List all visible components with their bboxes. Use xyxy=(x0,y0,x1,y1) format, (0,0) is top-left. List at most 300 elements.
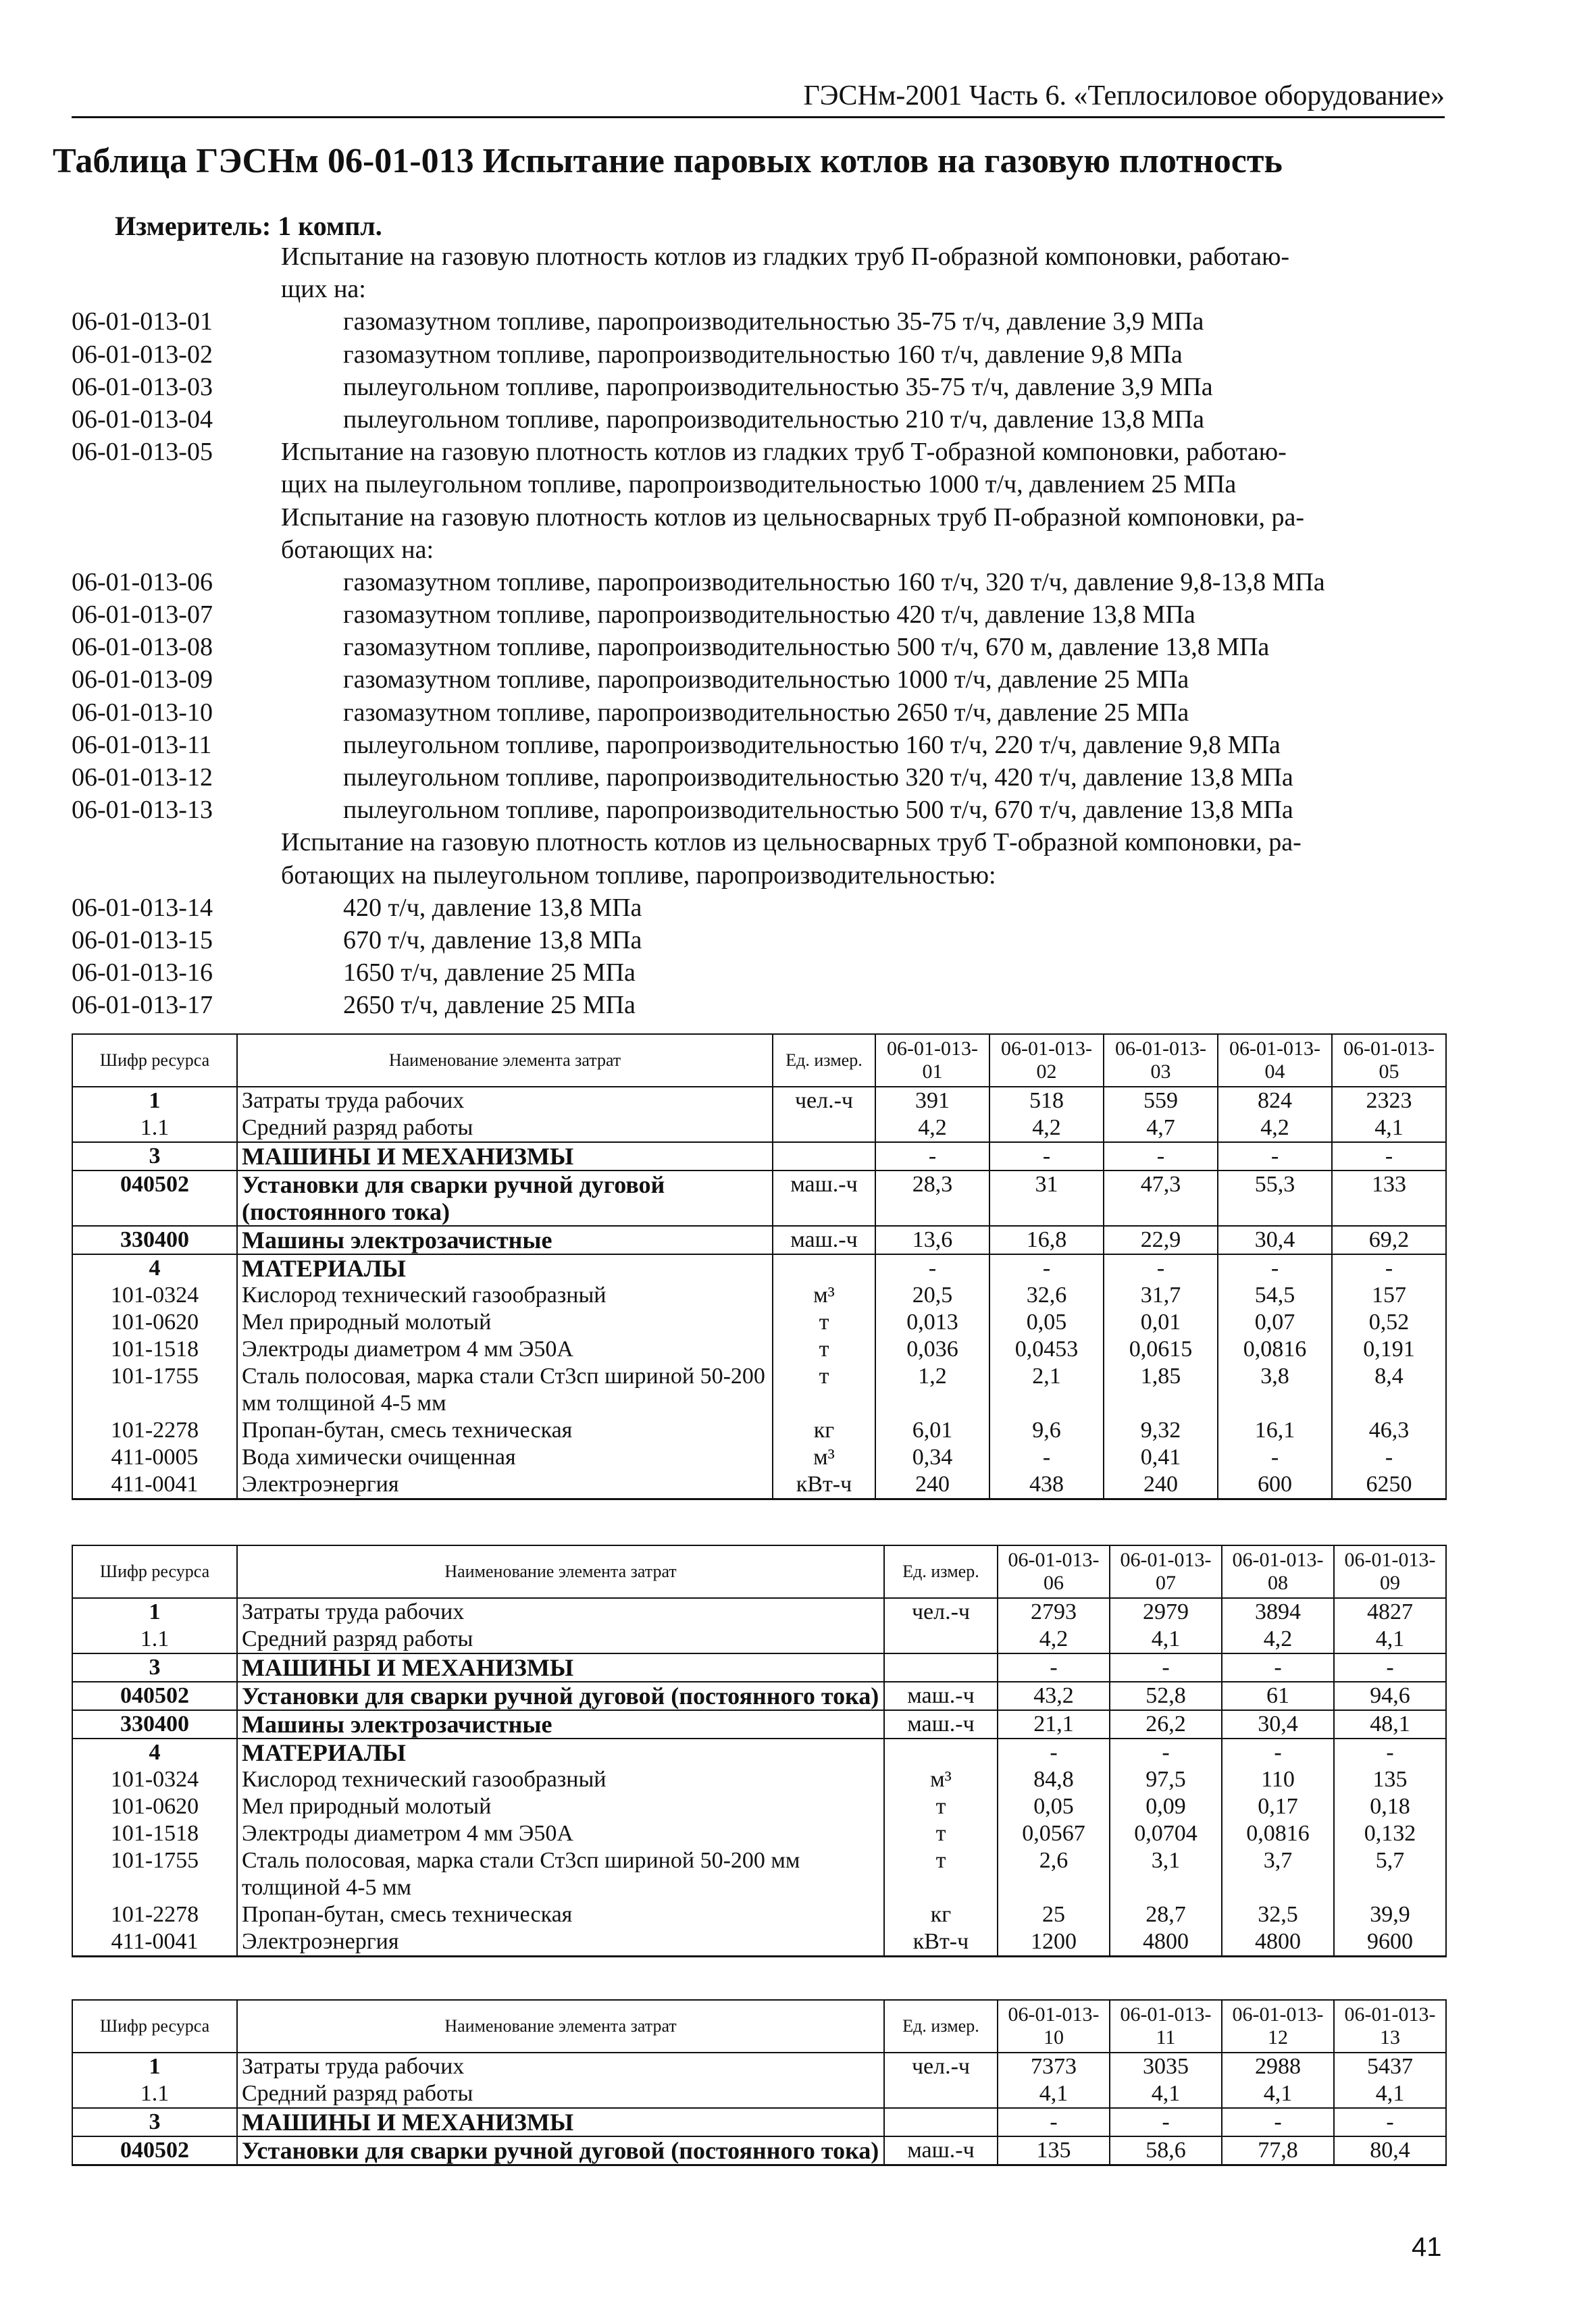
value-cell: 824 xyxy=(1218,1087,1332,1114)
value-cell: 4,7 xyxy=(1104,1114,1218,1142)
resource-code: 101-0324 xyxy=(72,1282,237,1309)
value-cell: 26,2 xyxy=(1110,1710,1222,1739)
value-cell: 4800 xyxy=(1110,1928,1222,1957)
value-cell: 16,8 xyxy=(989,1226,1104,1254)
value-cell: 4,2 xyxy=(989,1114,1104,1142)
resource-code: 4 xyxy=(72,1254,237,1282)
value-cell: 4,2 xyxy=(1222,1626,1334,1653)
unit-cell: кг xyxy=(773,1417,875,1444)
value-cell: 157 xyxy=(1332,1282,1446,1309)
cost-element-name: Средний разряд работы xyxy=(237,1626,884,1653)
value-cell: 25 xyxy=(998,1901,1110,1928)
value-cell: 0,0615 xyxy=(1104,1336,1218,1363)
value-cell: - xyxy=(989,1142,1104,1171)
resource-code: 040502 xyxy=(72,1682,237,1710)
resource-code: 3 xyxy=(72,1142,237,1171)
unit-cell xyxy=(773,1254,875,1282)
cost-element-name: МАШИНЫ И МЕХАНИЗМЫ xyxy=(237,1653,884,1682)
specification-list xyxy=(72,240,1443,1022)
unit-cell: кВт-ч xyxy=(884,1928,998,1957)
value-cell: 4,1 xyxy=(998,2080,1110,2108)
unit-cell: маш.-ч xyxy=(773,1171,875,1226)
value-cell: 0,01 xyxy=(1104,1309,1218,1336)
value-cell: 97,5 xyxy=(1110,1766,1222,1793)
value-cell: 20,5 xyxy=(875,1282,989,1309)
value-cell: - xyxy=(1110,1653,1222,1682)
spec-line xyxy=(72,729,1443,761)
resource-code: 330400 xyxy=(72,1710,237,1739)
column-header: 06-01-013-09 xyxy=(1334,1545,1446,1598)
spec-text: Испытание на газовую плотность котлов из гладких труб Т-образной компоновки, работаю- xyxy=(281,438,1287,467)
column-header: Ед. измер. xyxy=(773,1034,875,1087)
spec-code: 06-01-013-12 xyxy=(72,763,213,792)
value-cell: 4,2 xyxy=(998,1626,1110,1653)
value-cell: - xyxy=(998,1653,1110,1682)
column-header: 06-01-013-05 xyxy=(1332,1034,1446,1087)
cost-element-name: Пропан-бутан, смесь техническая xyxy=(237,1901,884,1928)
table-row xyxy=(72,1847,1446,1901)
spec-text: 2650 т/ч, давление 25 МПа xyxy=(343,991,636,1020)
unit-cell: т xyxy=(884,1847,998,1901)
table-row xyxy=(72,1226,1446,1254)
spec-line xyxy=(72,956,1443,989)
table-header-row xyxy=(72,1545,1446,1598)
value-cell: 0,0816 xyxy=(1218,1336,1332,1363)
unit-cell: м³ xyxy=(773,1444,875,1471)
spec-line xyxy=(72,892,1443,924)
spec-text: пылеугольном топливе, паропроизводительностью 500 т/ч, 670 т/ч, давление 13,8 МПа xyxy=(343,796,1293,825)
value-cell: 3035 xyxy=(1110,2053,1222,2080)
value-cell: 0,013 xyxy=(875,1309,989,1336)
value-cell: 5,7 xyxy=(1334,1847,1446,1901)
unit-cell: маш.-ч xyxy=(884,1710,998,1739)
spec-line xyxy=(72,273,1443,305)
cost-element-name: Сталь полосовая, марка стали Ст3сп шириной 50-200 мм толщиной 4-5 мм xyxy=(237,1363,773,1417)
spec-text: ботающих на: xyxy=(281,535,434,564)
spec-code: 06-01-013-05 xyxy=(72,438,213,467)
value-cell: 2323 xyxy=(1332,1087,1446,1114)
value-cell: 22,9 xyxy=(1104,1226,1218,1254)
value-cell: - xyxy=(998,1739,1110,1766)
value-cell: 135 xyxy=(1334,1766,1446,1793)
value-cell: 4,2 xyxy=(1218,1114,1332,1142)
column-header: Наименование элемента затрат xyxy=(237,2000,884,2053)
cost-element-name: Сталь полосовая, марка стали Ст3сп шириной 50-200 мм толщиной 4-5 мм xyxy=(237,1847,884,1901)
resource-code: 1 xyxy=(72,1087,237,1114)
value-cell: 0,036 xyxy=(875,1336,989,1363)
value-cell: 8,4 xyxy=(1332,1363,1446,1417)
cost-element-name: Установки для сварки ручной дуговой (постоянного тока) xyxy=(237,1682,884,1710)
spec-text: Испытание на газовую плотность котлов из цельносварных труб Т-образной компоновки, ра- xyxy=(281,828,1302,857)
table-row xyxy=(72,1417,1446,1444)
spec-text: пылеугольном топливе, паропроизводительностью 320 т/ч, 420 т/ч, давление 13,8 МПа xyxy=(343,763,1293,792)
resource-code: 101-0620 xyxy=(72,1793,237,1820)
unit-cell: маш.-ч xyxy=(884,2136,998,2165)
table-row xyxy=(72,1793,1446,1820)
value-cell: 16,1 xyxy=(1218,1417,1332,1444)
value-cell: 0,191 xyxy=(1332,1336,1446,1363)
resource-code: 1.1 xyxy=(72,1626,237,1653)
value-cell: 133 xyxy=(1332,1171,1446,1226)
value-cell: 391 xyxy=(875,1087,989,1114)
resource-code: 3 xyxy=(72,1653,237,1682)
column-header: 06-01-013-02 xyxy=(989,1034,1104,1087)
value-cell: 438 xyxy=(989,1471,1104,1499)
value-cell: 4,1 xyxy=(1222,2080,1334,2108)
unit-cell: т xyxy=(773,1336,875,1363)
value-cell: - xyxy=(1104,1254,1218,1282)
table-row xyxy=(72,1363,1446,1417)
value-cell: 135 xyxy=(998,2136,1110,2165)
spec-code: 06-01-013-01 xyxy=(72,307,213,336)
spec-code: 06-01-013-07 xyxy=(72,600,213,629)
column-header: 06-01-013-04 xyxy=(1218,1034,1332,1087)
unit-cell: кВт-ч xyxy=(773,1471,875,1499)
value-cell: - xyxy=(998,2108,1110,2136)
unit-cell: т xyxy=(884,1793,998,1820)
cost-element-name: МАТЕРИАЛЫ xyxy=(237,1254,773,1282)
value-cell: 61 xyxy=(1222,1682,1334,1710)
cost-element-name: Мел природный молотый xyxy=(237,1309,773,1336)
resource-code: 101-1755 xyxy=(72,1363,237,1417)
value-cell: 0,0567 xyxy=(998,1820,1110,1847)
spec-text: газомазутном топливе, паропроизводительностью 2650 т/ч, давление 25 МПа xyxy=(343,698,1189,727)
cost-element-name: Машины электрозачистные xyxy=(237,1710,884,1739)
spec-line xyxy=(72,663,1443,696)
value-cell: - xyxy=(989,1254,1104,1282)
value-cell: 46,3 xyxy=(1332,1417,1446,1444)
table-row xyxy=(72,1739,1446,1766)
spec-text: щих на пылеугольном топливе, паропроизводительностью 1000 т/ч, давлением 25 МПа xyxy=(281,470,1237,499)
value-cell: 4800 xyxy=(1222,1928,1334,1957)
unit-cell: т xyxy=(884,1820,998,1847)
spec-line xyxy=(72,826,1443,858)
resource-code: 1.1 xyxy=(72,2080,237,2108)
column-header: 06-01-013-11 xyxy=(1110,2000,1222,2053)
cost-element-name: МАШИНЫ И МЕХАНИЗМЫ xyxy=(237,1142,773,1171)
value-cell: 600 xyxy=(1218,1471,1332,1499)
value-cell: - xyxy=(1218,1444,1332,1471)
value-cell: 52,8 xyxy=(1110,1682,1222,1710)
table-row xyxy=(72,2108,1446,2136)
spec-code: 06-01-013-09 xyxy=(72,665,213,694)
cost-element-name: Электроэнергия xyxy=(237,1471,773,1499)
value-cell: - xyxy=(1218,1254,1332,1282)
value-cell: - xyxy=(989,1444,1104,1471)
table-row xyxy=(72,1336,1446,1363)
resource-code: 330400 xyxy=(72,1226,237,1254)
spec-text: пылеугольном топливе, паропроизводительностью 210 т/ч, давление 13,8 МПа xyxy=(343,405,1204,434)
spec-text: газомазутном топливе, паропроизводительностью 1000 т/ч, давление 25 МПа xyxy=(343,665,1189,694)
value-cell: 0,05 xyxy=(989,1309,1104,1336)
column-header: 06-01-013-06 xyxy=(998,1545,1110,1598)
value-cell: 3,1 xyxy=(1110,1847,1222,1901)
spec-text: пылеугольном топливе, паропроизводительностью 35-75 т/ч, давление 3,9 МПа xyxy=(343,372,1213,401)
spec-text: 420 т/ч, давление 13,8 МПа xyxy=(343,893,642,922)
column-header: 06-01-013-03 xyxy=(1104,1034,1218,1087)
unit-cell xyxy=(884,1739,998,1766)
resource-table-1 xyxy=(72,1033,1447,1500)
resource-code: 101-2278 xyxy=(72,1417,237,1444)
value-cell: 48,1 xyxy=(1334,1710,1446,1739)
cost-element-name: Установки для сварки ручной дуговой (постоянного тока) xyxy=(237,2136,884,2165)
unit-cell xyxy=(884,2080,998,2108)
value-cell: 28,3 xyxy=(875,1171,989,1226)
value-cell: 2988 xyxy=(1222,2053,1334,2080)
spec-code: 06-01-013-06 xyxy=(72,567,213,596)
unit-cell: маш.-ч xyxy=(884,1682,998,1710)
value-cell: 2793 xyxy=(998,1598,1110,1626)
table-row xyxy=(72,1682,1446,1710)
value-cell: 110 xyxy=(1222,1766,1334,1793)
spec-line xyxy=(72,403,1443,436)
unit-cell: маш.-ч xyxy=(773,1226,875,1254)
cost-element-name: Вода химически очищенная xyxy=(237,1444,773,1471)
resource-code: 3 xyxy=(72,2108,237,2136)
resource-code: 101-0620 xyxy=(72,1309,237,1336)
spec-code: 06-01-013-04 xyxy=(72,405,213,434)
value-cell: - xyxy=(1110,2108,1222,2136)
resource-code: 040502 xyxy=(72,2136,237,2165)
page-number: 41 xyxy=(1412,2232,1442,2262)
spec-code: 06-01-013-13 xyxy=(72,796,213,825)
page-title: Таблица ГЭСНм 06-01-013 Испытание паровых котлов на газовую плотность xyxy=(53,142,1283,180)
cost-element-name: Кислород технический газообразный xyxy=(237,1282,773,1309)
measure-unit: Измеритель: 1 компл. xyxy=(115,211,382,241)
table-row xyxy=(72,1254,1446,1282)
value-cell: 69,2 xyxy=(1332,1226,1446,1254)
cost-element-name: МАШИНЫ И МЕХАНИЗМЫ xyxy=(237,2108,884,2136)
spec-line xyxy=(72,501,1443,534)
table-row xyxy=(72,1171,1446,1226)
table-header-row xyxy=(72,2000,1446,2053)
value-cell: 9,32 xyxy=(1104,1417,1218,1444)
column-header: 06-01-013-07 xyxy=(1110,1545,1222,1598)
value-cell: 0,0704 xyxy=(1110,1820,1222,1847)
value-cell: 9600 xyxy=(1334,1928,1446,1957)
value-cell: 47,3 xyxy=(1104,1171,1218,1226)
resource-code: 1 xyxy=(72,1598,237,1626)
cost-element-name: Электроды диаметром 4 мм Э50А xyxy=(237,1820,884,1847)
spec-line xyxy=(72,761,1443,794)
value-cell: 30,4 xyxy=(1222,1710,1334,1739)
spec-line xyxy=(72,924,1443,956)
resource-table-2 xyxy=(72,1545,1447,1957)
value-cell: - xyxy=(1218,1142,1332,1171)
value-cell: 518 xyxy=(989,1087,1104,1114)
value-cell: 9,6 xyxy=(989,1417,1104,1444)
table-row xyxy=(72,1087,1446,1114)
table-row xyxy=(72,1928,1446,1957)
running-header: ГЭСНм-2001 Часть 6. «Теплосиловое оборудование» xyxy=(72,76,1445,118)
cost-element-name: Затраты труда рабочих xyxy=(237,1087,773,1114)
column-header: 06-01-013-12 xyxy=(1222,2000,1334,2053)
cost-element-name: Машины электрозачистные xyxy=(237,1226,773,1254)
value-cell: 2,6 xyxy=(998,1847,1110,1901)
spec-code: 06-01-013-15 xyxy=(72,925,213,954)
column-header: 06-01-013-10 xyxy=(998,2000,1110,2053)
value-cell: 94,6 xyxy=(1334,1682,1446,1710)
value-cell: - xyxy=(1332,1142,1446,1171)
value-cell: 0,18 xyxy=(1334,1793,1446,1820)
unit-cell: чел.-ч xyxy=(884,1598,998,1626)
spec-text: газомазутном топливе, паропроизводительностью 160 т/ч, 320 т/ч, давление 9,8-13,8 МПа xyxy=(343,567,1325,596)
spec-code: 06-01-013-17 xyxy=(72,991,213,1020)
value-cell: 1,85 xyxy=(1104,1363,1218,1417)
spec-text: 670 т/ч, давление 13,8 МПа xyxy=(343,925,642,954)
unit-cell: чел.-ч xyxy=(884,2053,998,2080)
unit-cell: м³ xyxy=(773,1282,875,1309)
spec-text: ботающих на пылеугольном топливе, паропроизводительностью: xyxy=(281,860,996,890)
spec-text: Испытание на газовую плотность котлов из гладких труб П-образной компоновки, работаю- xyxy=(281,242,1290,271)
column-header: 06-01-013-13 xyxy=(1334,2000,1446,2053)
spec-line xyxy=(72,794,1443,826)
resource-code: 411-0041 xyxy=(72,1471,237,1499)
value-cell: 84,8 xyxy=(998,1766,1110,1793)
spec-line xyxy=(72,566,1443,598)
spec-line xyxy=(72,436,1443,468)
value-cell: 1200 xyxy=(998,1928,1110,1957)
spec-text: газомазутном топливе, паропроизводительностью 500 т/ч, 670 м, давление 13,8 МПа xyxy=(343,633,1270,662)
unit-cell: т xyxy=(773,1363,875,1417)
table-row xyxy=(72,1653,1446,1682)
table-row xyxy=(72,1598,1446,1626)
value-cell: 0,07 xyxy=(1218,1309,1332,1336)
column-header: Наименование элемента затрат xyxy=(237,1034,773,1087)
table-row xyxy=(72,1309,1446,1336)
spec-text: газомазутном топливе, паропроизводительностью 35-75 т/ч, давление 3,9 МПа xyxy=(343,307,1204,336)
cost-element-name: МАТЕРИАЛЫ xyxy=(237,1739,884,1766)
value-cell: - xyxy=(1332,1444,1446,1471)
value-cell: 4,1 xyxy=(1110,1626,1222,1653)
column-header: Наименование элемента затрат xyxy=(237,1545,884,1598)
spec-code: 06-01-013-16 xyxy=(72,958,213,987)
value-cell: 77,8 xyxy=(1222,2136,1334,2165)
unit-cell: кг xyxy=(884,1901,998,1928)
value-cell: 559 xyxy=(1104,1087,1218,1114)
resource-code: 040502 xyxy=(72,1171,237,1226)
value-cell: 0,41 xyxy=(1104,1444,1218,1471)
spec-line xyxy=(72,468,1443,500)
spec-code: 06-01-013-14 xyxy=(72,893,213,922)
unit-cell: т xyxy=(773,1309,875,1336)
spec-text: Испытание на газовую плотность котлов из цельносварных труб П-образной компоновки, ра- xyxy=(281,503,1305,532)
cost-element-name: Электроэнергия xyxy=(237,1928,884,1957)
value-cell: 0,17 xyxy=(1222,1793,1334,1820)
value-cell: 1,2 xyxy=(875,1363,989,1417)
resource-code: 101-1518 xyxy=(72,1820,237,1847)
table-header-row xyxy=(72,1034,1446,1087)
value-cell: 39,9 xyxy=(1334,1901,1446,1928)
resource-table-3 xyxy=(72,1999,1447,2166)
value-cell: 0,0816 xyxy=(1222,1820,1334,1847)
value-cell: 4,1 xyxy=(1110,2080,1222,2108)
value-cell: - xyxy=(1104,1142,1218,1171)
resource-code: 101-1518 xyxy=(72,1336,237,1363)
value-cell: 0,09 xyxy=(1110,1793,1222,1820)
table-row xyxy=(72,1444,1446,1471)
unit-cell xyxy=(773,1142,875,1171)
spec-line xyxy=(72,631,1443,663)
spec-text: газомазутном топливе, паропроизводительностью 160 т/ч, давление 9,8 МПа xyxy=(343,340,1183,369)
spec-text: щих на: xyxy=(281,275,366,304)
value-cell: - xyxy=(1334,2108,1446,2136)
resource-code: 101-1755 xyxy=(72,1847,237,1901)
value-cell: 3894 xyxy=(1222,1598,1334,1626)
value-cell: 21,1 xyxy=(998,1710,1110,1739)
spec-line xyxy=(72,371,1443,403)
spec-text: газомазутном топливе, паропроизводительностью 420 т/ч, давление 13,8 МПа xyxy=(343,600,1195,629)
unit-cell: чел.-ч xyxy=(773,1087,875,1114)
value-cell: 4,1 xyxy=(1334,1626,1446,1653)
value-cell: 55,3 xyxy=(1218,1171,1332,1226)
cost-element-name: Электроды диаметром 4 мм Э50А xyxy=(237,1336,773,1363)
value-cell: 240 xyxy=(875,1471,989,1499)
value-cell: 13,6 xyxy=(875,1226,989,1254)
value-cell: 0,0453 xyxy=(989,1336,1104,1363)
resource-code: 411-0041 xyxy=(72,1928,237,1957)
table-row xyxy=(72,1142,1446,1171)
cost-element-name: Кислород технический газообразный xyxy=(237,1766,884,1793)
unit-cell: м³ xyxy=(884,1766,998,1793)
value-cell: 0,52 xyxy=(1332,1309,1446,1336)
value-cell: 54,5 xyxy=(1218,1282,1332,1309)
value-cell: 31 xyxy=(989,1171,1104,1226)
table-row xyxy=(72,2080,1446,2108)
value-cell: 30,4 xyxy=(1218,1226,1332,1254)
value-cell: 5437 xyxy=(1334,2053,1446,2080)
cost-element-name: Мел природный молотый xyxy=(237,1793,884,1820)
resource-code: 4 xyxy=(72,1739,237,1766)
value-cell: 80,4 xyxy=(1334,2136,1446,2165)
table-row xyxy=(72,1901,1446,1928)
column-header: Шифр ресурса xyxy=(72,1034,237,1087)
value-cell: 0,132 xyxy=(1334,1820,1446,1847)
spec-line xyxy=(72,240,1443,273)
unit-cell xyxy=(884,2108,998,2136)
spec-line xyxy=(72,696,1443,729)
spec-code: 06-01-013-02 xyxy=(72,340,213,369)
spec-code: 06-01-013-10 xyxy=(72,698,213,727)
value-cell: 4,2 xyxy=(875,1114,989,1142)
table-row xyxy=(72,1820,1446,1847)
spec-code: 06-01-013-08 xyxy=(72,633,213,662)
column-header: Ед. измер. xyxy=(884,1545,998,1598)
value-cell: 0,05 xyxy=(998,1793,1110,1820)
spec-code: 06-01-013-03 xyxy=(72,372,213,401)
cost-element-name: Пропан-бутан, смесь техническая xyxy=(237,1417,773,1444)
column-header: Шифр ресурса xyxy=(72,2000,237,2053)
value-cell: 4,1 xyxy=(1334,2080,1446,2108)
value-cell: 32,6 xyxy=(989,1282,1104,1309)
spec-line xyxy=(72,598,1443,631)
value-cell: - xyxy=(1332,1254,1446,1282)
value-cell: 7373 xyxy=(998,2053,1110,2080)
value-cell: 3,8 xyxy=(1218,1363,1332,1417)
value-cell: 240 xyxy=(1104,1471,1218,1499)
value-cell: 3,7 xyxy=(1222,1847,1334,1901)
table-row xyxy=(72,2136,1446,2165)
resource-code: 1 xyxy=(72,2053,237,2080)
value-cell: 43,2 xyxy=(998,1682,1110,1710)
cost-element-name: Установки для сварки ручной дуговой (постоянного тока) xyxy=(237,1171,773,1226)
spec-line xyxy=(72,859,1443,892)
table-row xyxy=(72,1710,1446,1739)
value-cell: - xyxy=(1110,1739,1222,1766)
value-cell: 31,7 xyxy=(1104,1282,1218,1309)
cost-element-name: Средний разряд работы xyxy=(237,1114,773,1142)
column-header: Ед. измер. xyxy=(884,2000,998,2053)
